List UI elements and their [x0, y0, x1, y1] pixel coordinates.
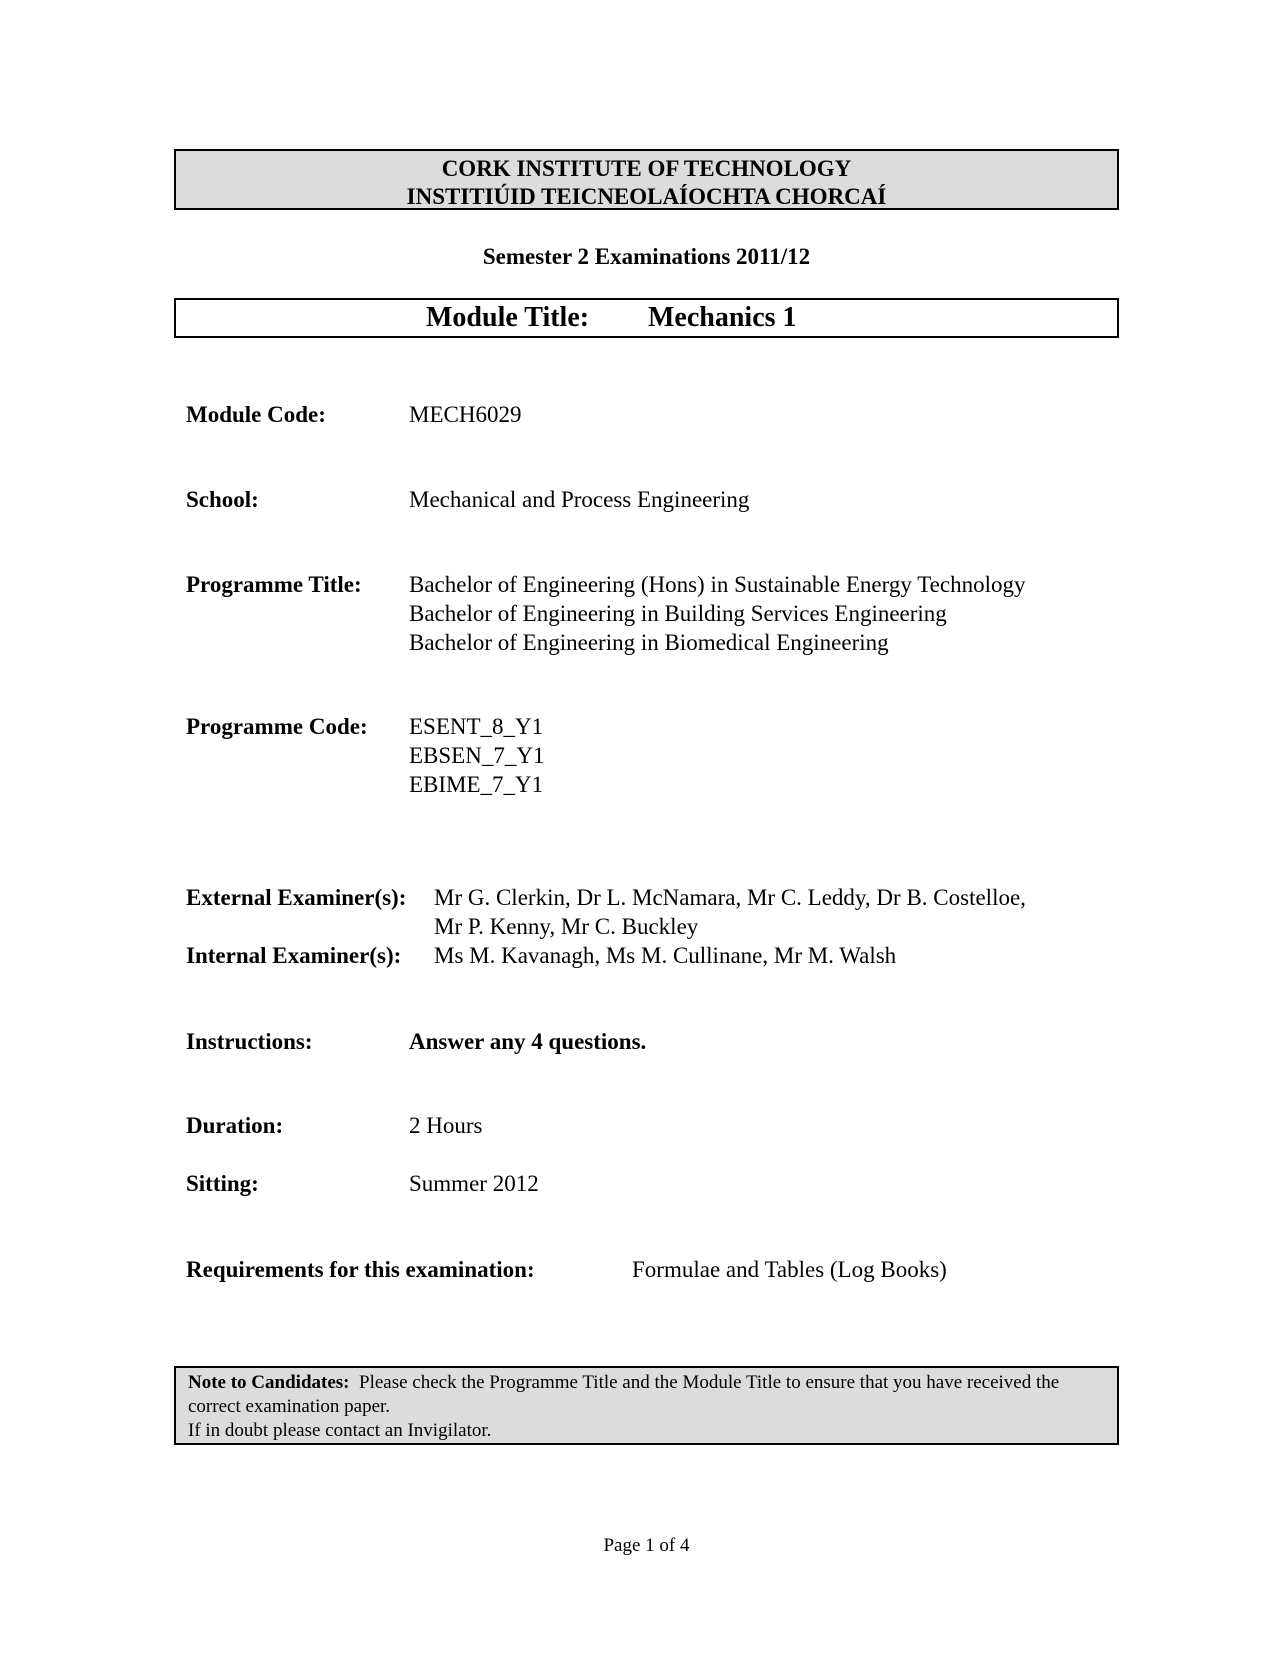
external-examiners-label: External Examiner(s):	[186, 885, 407, 910]
programme-code-line: EBIME_7_Y1	[409, 772, 544, 797]
programme-code-line: EBSEN_7_Y1	[409, 743, 545, 768]
module-title-box	[174, 298, 1119, 338]
instructions-value: Answer any 4 questions.	[409, 1029, 647, 1054]
note-line-2: If in doubt please contact an Invigilator.	[188, 1420, 492, 1441]
programme-code-values	[409, 712, 544, 799]
internal-examiners-label: Internal Examiner(s):	[186, 943, 402, 968]
note-label: Note to Candidates:	[188, 1372, 350, 1393]
programme-title-line: Bachelor of Engineering (Hons) in Sustainable Energy Technology	[409, 572, 1026, 597]
note-text: Please check the Programme Title and the Module Title to ensure that you have received the correct examination paper.	[188, 1372, 1060, 1417]
module-title-label: Module Title:	[426, 302, 590, 333]
module-code-value: MECH6029	[409, 402, 522, 427]
external-examiners-line: Mr G. Clerkin, Dr L. McNamara, Mr C. Leddy, Dr B. Costelloe,	[434, 885, 1026, 910]
page-number: Page 1 of 4	[603, 1535, 690, 1556]
programme-code-line: ESENT_8_Y1	[409, 714, 544, 739]
requirements-label: Requirements for this examination:	[186, 1257, 535, 1282]
internal-examiners-value: Ms M. Kavanagh, Ms M. Cullinane, Mr M. Walsh	[434, 943, 897, 968]
note-to-candidates	[174, 1366, 1119, 1445]
programme-title-line: Bachelor of Engineering in Building Services Engineering	[409, 601, 947, 626]
school-value: Mechanical and Process Engineering	[409, 487, 750, 512]
module-title-value: Mechanics 1	[648, 302, 797, 333]
programme-code-label: Programme Code:	[186, 714, 368, 739]
school-label: School:	[186, 487, 259, 512]
duration-value: 2 Hours	[409, 1113, 483, 1138]
requirements-value: Formulae and Tables (Log Books)	[632, 1257, 947, 1282]
instructions-label: Instructions:	[186, 1029, 313, 1054]
programme-title-label: Programme Title:	[186, 572, 362, 597]
sitting-value: Summer 2012	[409, 1171, 539, 1196]
programme-title-line: Bachelor of Engineering in Biomedical Engineering	[409, 630, 889, 655]
programme-title-values	[409, 570, 1025, 657]
external-examiners-values	[434, 883, 1026, 941]
semester-heading: Semester 2 Examinations 2011/12	[482, 244, 811, 269]
sitting-label: Sitting:	[186, 1171, 259, 1196]
institute-name-irish: INSTITIÚID TEICNEOLAÍOCHTA CHORCAÍ	[406, 184, 887, 209]
external-examiners-line: Mr P. Kenny, Mr C. Buckley	[434, 914, 699, 939]
institute-header	[174, 149, 1119, 210]
institute-name-english: CORK INSTITUTE OF TECHNOLOGY	[441, 156, 852, 181]
module-code-label: Module Code:	[186, 402, 326, 427]
duration-label: Duration:	[186, 1113, 284, 1138]
note-line-1	[188, 1371, 1105, 1419]
